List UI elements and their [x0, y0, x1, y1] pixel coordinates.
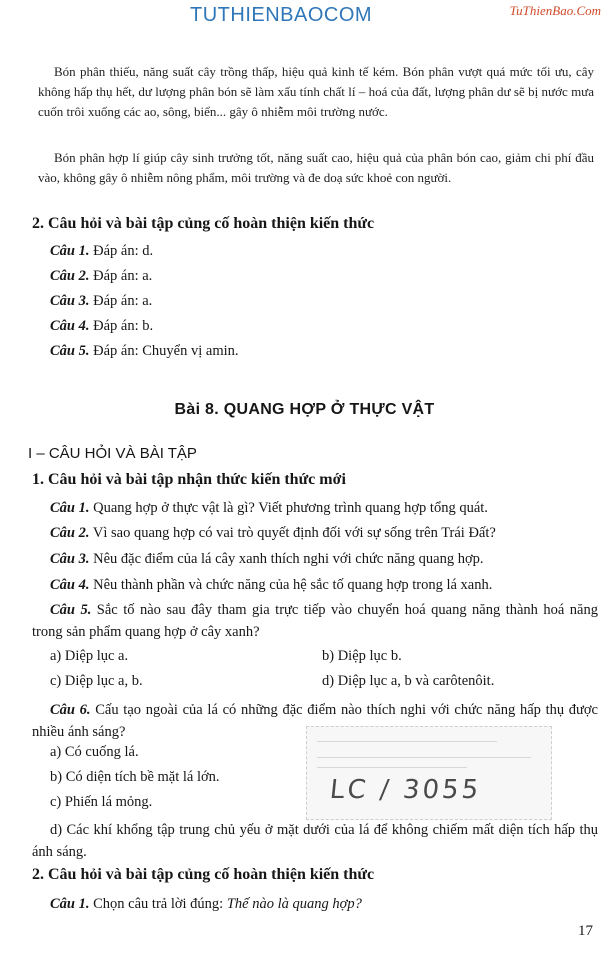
answer-label: Câu 1.: [50, 243, 90, 259]
answer-item: [50, 343, 239, 360]
answer-label: Câu 5.: [50, 343, 90, 359]
answer-label: Câu 3.: [50, 293, 90, 309]
question-item-6: [32, 699, 598, 743]
answer-item: [50, 243, 153, 260]
question-text: Quang hợp ở thực vật là gì? Viết phương trình quang hợp tổng quát.: [89, 500, 488, 516]
question-label: Câu 6.: [50, 702, 91, 718]
site-name-header: TUTHIENBAOCOM: [190, 4, 373, 26]
answer-text: Đáp án: b.: [89, 318, 154, 334]
question-item: [32, 548, 598, 570]
site-logo: TuThienBao.Com: [509, 3, 601, 18]
q6-option-d: d) Các khí khổng tập trung chủ yếu ở mặt dưới của lá để không chiếm mất diện tích hấp thụ ánh sáng.: [32, 822, 598, 860]
question-label: Câu 1.: [50, 896, 90, 912]
answer-text: Đáp án: a.: [89, 268, 153, 284]
subsection-heading-1: 1. Câu hỏi và bài tập nhận thức kiến thức mới: [32, 471, 346, 488]
question-item: [32, 574, 598, 596]
question-item: [32, 522, 598, 544]
intro-paragraph-2: Bón phân hợp lí giúp cây sinh trưởng tốt, năng suất cao, hiệu quả của phân bón cao, giảm chi phí đầu vào, không gây ô nhiễm nông phẩm, môi trường và đe doạ sức khoẻ con người.: [38, 150, 594, 185]
question-text: Chọn câu trả lời đúng:: [89, 896, 227, 912]
answer-text: Đáp án: Chuyển vị amin.: [89, 343, 239, 359]
option-b: b) Diệp lục b.: [322, 648, 402, 664]
intro-paragraph-1: Bón phân thiếu, năng suất cây trồng thấp, hiệu quả kinh tế kém. Bón phân vượt quá mức tối ưu, cây không hấp thụ hết, dư lượng phân bón sẽ làm xấu tính chất lí – hoá của đất, lượng phân dư sẽ bị nước mưa cuốn trôi xuống các ao, sông, biển... gây ô nhiễm môi trường nước.: [38, 64, 594, 119]
question-label: Câu 5.: [50, 602, 92, 618]
answer-text: Đáp án: a.: [89, 293, 153, 309]
question-item: [32, 497, 598, 519]
section-title: I – CÂU HỎI VÀ BÀI TẬP: [28, 445, 197, 462]
question-label: Câu 3.: [50, 551, 90, 567]
q6-option-c: c) Phiến lá mỏng.: [50, 794, 153, 810]
answer-item: [50, 318, 153, 335]
answer-label: Câu 4.: [50, 318, 90, 334]
option-d: d) Diệp lục a, b và carôtenôit.: [322, 673, 495, 689]
answer-item: [50, 268, 152, 285]
question-text: Sắc tố nào sau đây tham gia trực tiếp vào chuyển hoá quang năng thành hoá năng trong sản phẩm quang hợp ở cây xanh?: [32, 602, 598, 640]
stamp-line: [317, 757, 531, 758]
handwritten-note: LC / 3055: [328, 775, 483, 805]
question-label: Câu 1.: [50, 500, 90, 516]
question-emphasis: Thế nào là quang hợp?: [226, 896, 362, 912]
answer-label: Câu 2.: [50, 268, 90, 284]
option-a: a) Diệp lục a.: [50, 648, 129, 664]
q6-option-a: a) Có cuống lá.: [50, 744, 139, 760]
lesson-title: Bài 8. QUANG HỢP Ở THỰC VẬT: [174, 401, 435, 418]
option-c: c) Diệp lục a, b.: [50, 673, 143, 689]
answer-text: Đáp án: d.: [89, 243, 154, 259]
question-text: Cấu tạo ngoài của lá có những đặc điểm nào thích nghi với chức năng hấp thụ được nhiều ánh sáng?: [32, 702, 598, 740]
final-question: [32, 893, 598, 915]
subsection-heading-2: 2. Câu hỏi và bài tập củng cố hoàn thiện kiến thức: [32, 866, 375, 883]
stamp-line: [317, 767, 467, 768]
q6-option-b: b) Có diện tích bề mặt lá lớn.: [50, 769, 220, 785]
question-text: Nêu thành phần và chức năng của hệ sắc tố quang hợp trong lá xanh.: [89, 577, 493, 593]
answer-item: [50, 293, 152, 310]
question-text: Vì sao quang hợp có vai trò quyết định đối với sự sống trên Trái Đất?: [89, 525, 496, 541]
question-text: Nêu đặc điểm của lá cây xanh thích nghi với chức năng quang hợp.: [89, 551, 484, 567]
question-label: Câu 4.: [50, 577, 90, 593]
page-number: 17: [578, 923, 593, 939]
question-item: [32, 599, 598, 643]
review-section-heading: 2. Câu hỏi và bài tập củng cố hoàn thiện kiến thức: [32, 215, 375, 232]
question-label: Câu 2.: [50, 525, 90, 541]
